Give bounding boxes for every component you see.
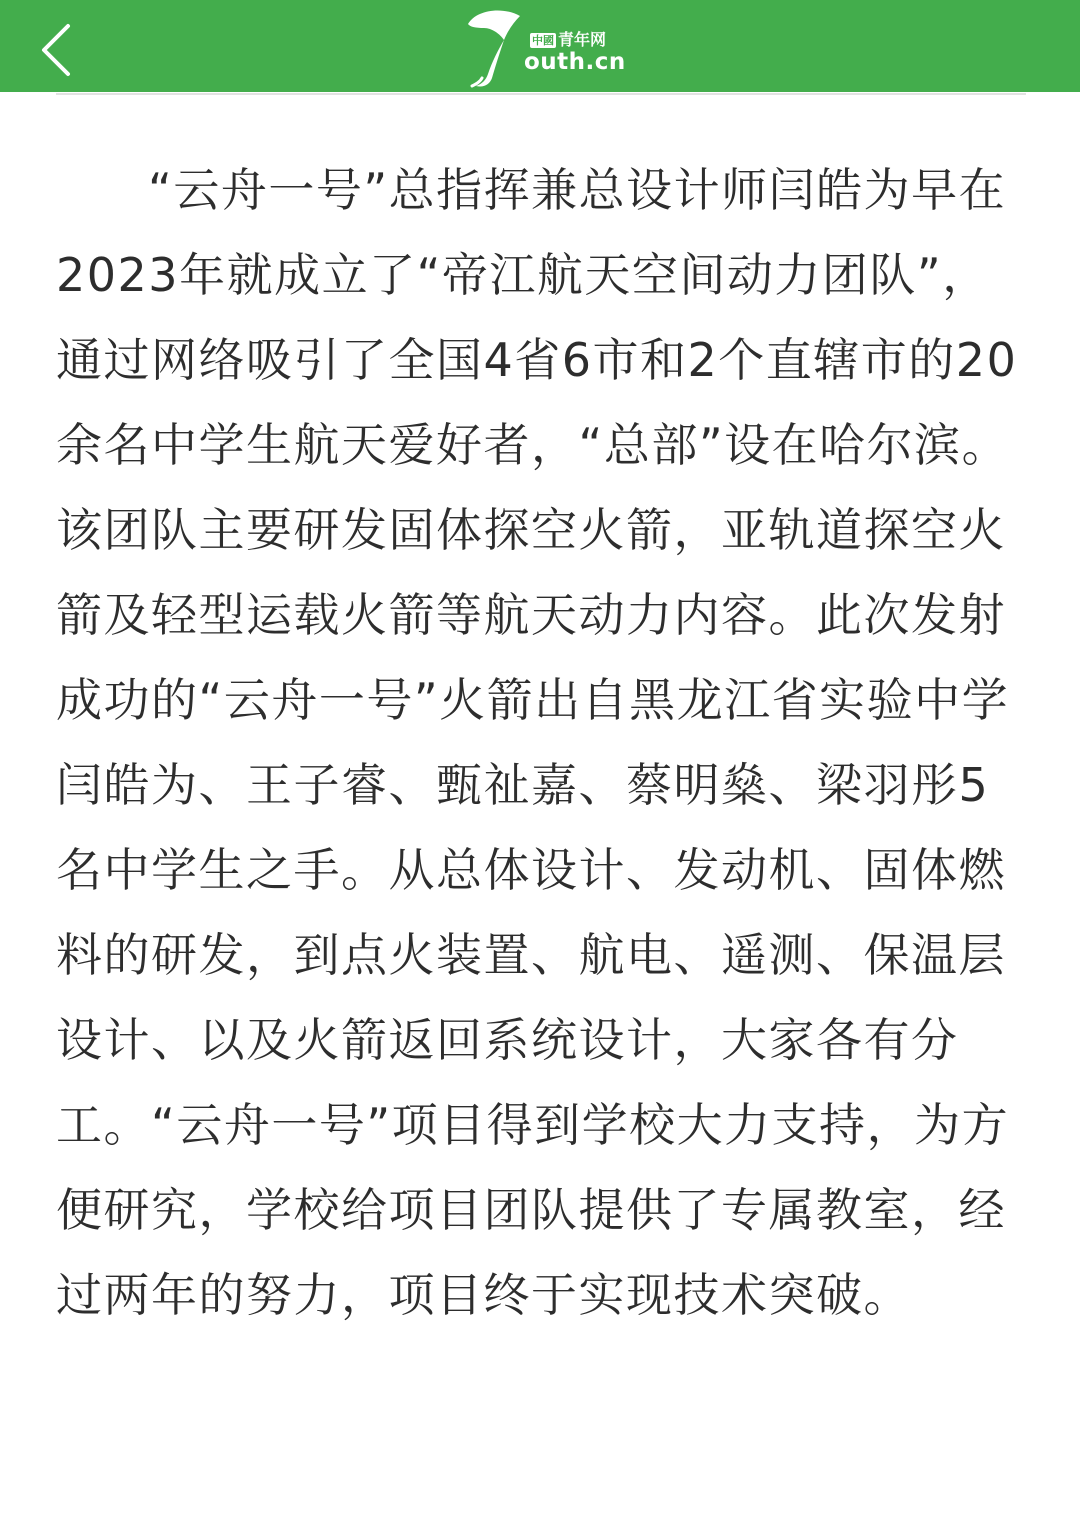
logo-name-cn: 青年网: [558, 30, 607, 49]
back-button[interactable]: [22, 12, 92, 82]
chevron-left-icon: [22, 12, 92, 82]
logo-badge: 中國: [532, 33, 554, 47]
youth-cn-logo[interactable]: [462, 6, 632, 90]
article-paragraph: “云舟一号”总指挥兼总设计师闫皓为早在2023年就成立了“帝江航天空间动力团队”，通过网络吸引了全国4省6市和2个直辖市的20余名中学生航天爱好者，“总部”设在哈尔滨。该团队主要研发固体探空火箭，亚轨道探空火箭及轻型运载火箭等航天动力内容。此次发射成功的“云舟一号”火箭出自黑龙江省实验中学闫皓为、王子睿、甄祉嘉、蔡明燊、梁羽彤5名中学生之手。从总体设计、发动机、固体燃料的研发，到点火装置、航电、遥测、保温层设计、以及火箭返回系统设计，大家各有分工。“云舟一号”项目得到学校大力支持，为方便研究，学校给项目团队提供了专属教室，经过两年的努力，项目终于实现技术突破。: [56, 163, 1018, 1322]
logo-name-en: outh.cn: [524, 49, 626, 75]
top-bar: [0, 0, 1080, 92]
header-divider: [56, 93, 1026, 95]
